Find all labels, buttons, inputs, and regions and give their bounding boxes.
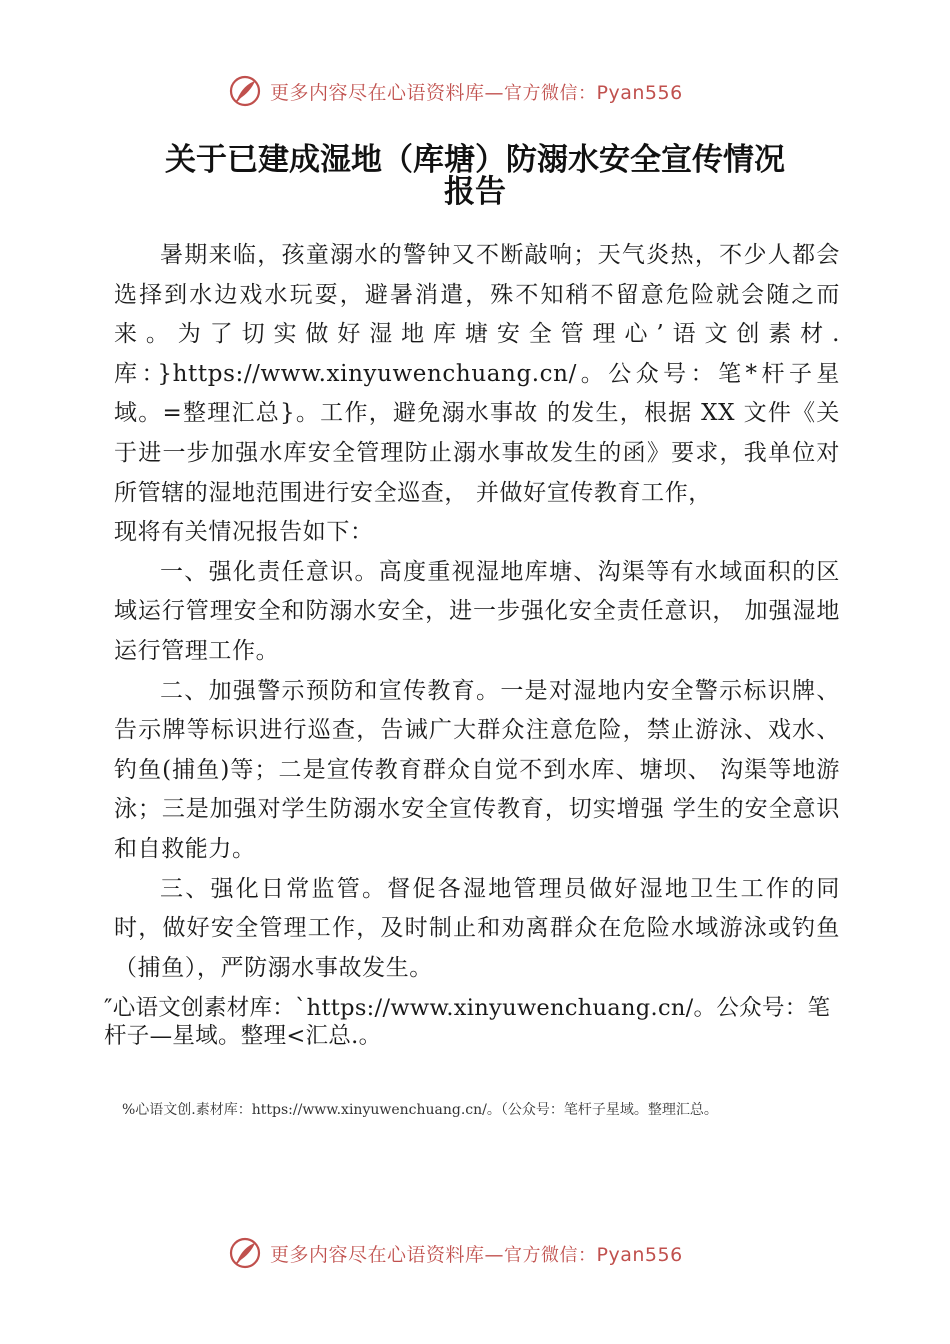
paragraph-lead-in: 现将有关情况报告如下： — [114, 519, 374, 546]
header-banner — [228, 74, 683, 108]
document-title-line2: 报告 — [444, 174, 506, 210]
paragraph-intro: 暑期来临，孩童溺水的警钟又不断敲响；天气炎热，不少人都会选择到水边戏水玩耍，避暑消遣，殊不知稍不留意危险就会随之而来。为了切实做好湿地库塘安全管理心’语文创素材.库：}https://www.xinyuwenchuang.cn/。公众号：笔*杆子星域。=整理汇总}。工作，避免溺水事故 的发生，根据 XX 文件《关于进一步加强水库安全管理防止溺水事故发生的函》要求，我单位对所管辖的湿地范围进行安全巡查， 并做好宣传教育工作， — [114, 242, 840, 506]
banner-text: 更多内容尽在心语资料库—官方微信：Pyan556 — [270, 1243, 683, 1266]
feather-pen-logo-icon — [228, 74, 262, 108]
paragraph-section-2: 二、加强警示预防和宣传教育。一是对湿地内安全警示标识牌、告示牌等标识进行巡查，告诫广大群众注意危险，禁止游泳、戏水、钓鱼(捕鱼)等；二是宣传教育群众自觉不到水库、塘坝、 沟渠等地游泳；三是加强对学生防溺水安全宣传教育，切实增强 学生的安全意识和自救能力。 — [114, 677, 840, 862]
document-title-line1: 关于已建成湿地（库塘）防溺水安全宣传情况 — [165, 142, 785, 178]
banner-text: 更多内容尽在心语资料库—官方微信：Pyan556 — [270, 81, 683, 104]
document-body — [114, 236, 840, 988]
footer-banner — [228, 1236, 683, 1270]
paragraph-section-3: 三、强化日常监管。督促各湿地管理员做好湿地卫生工作的同时，做好安全管理工作，及时制止和劝离群众在危险水域游泳或钓鱼（捕鱼），严防溺水事故发生。 — [114, 875, 840, 981]
source-note: ″心语文创素材库：`https://www.xinyuwenchuang.cn/。公众号：笔杆子—星域。整理<汇总.。 — [104, 995, 831, 1049]
feather-pen-logo-icon — [228, 1236, 262, 1270]
footer-source-note: %心语文创.素材库：https://www.xinyuwenchuang.cn/。（公众号：笔杆子星域。整理汇总。 — [122, 1102, 718, 1118]
paragraph-section-1: 一、强化责任意识。高度重视湿地库塘、沟渠等有水域面积的区域运行管理安全和防溺水安全，进一步强化安全责任意识， 加强湿地运行管理工作。 — [114, 558, 840, 664]
